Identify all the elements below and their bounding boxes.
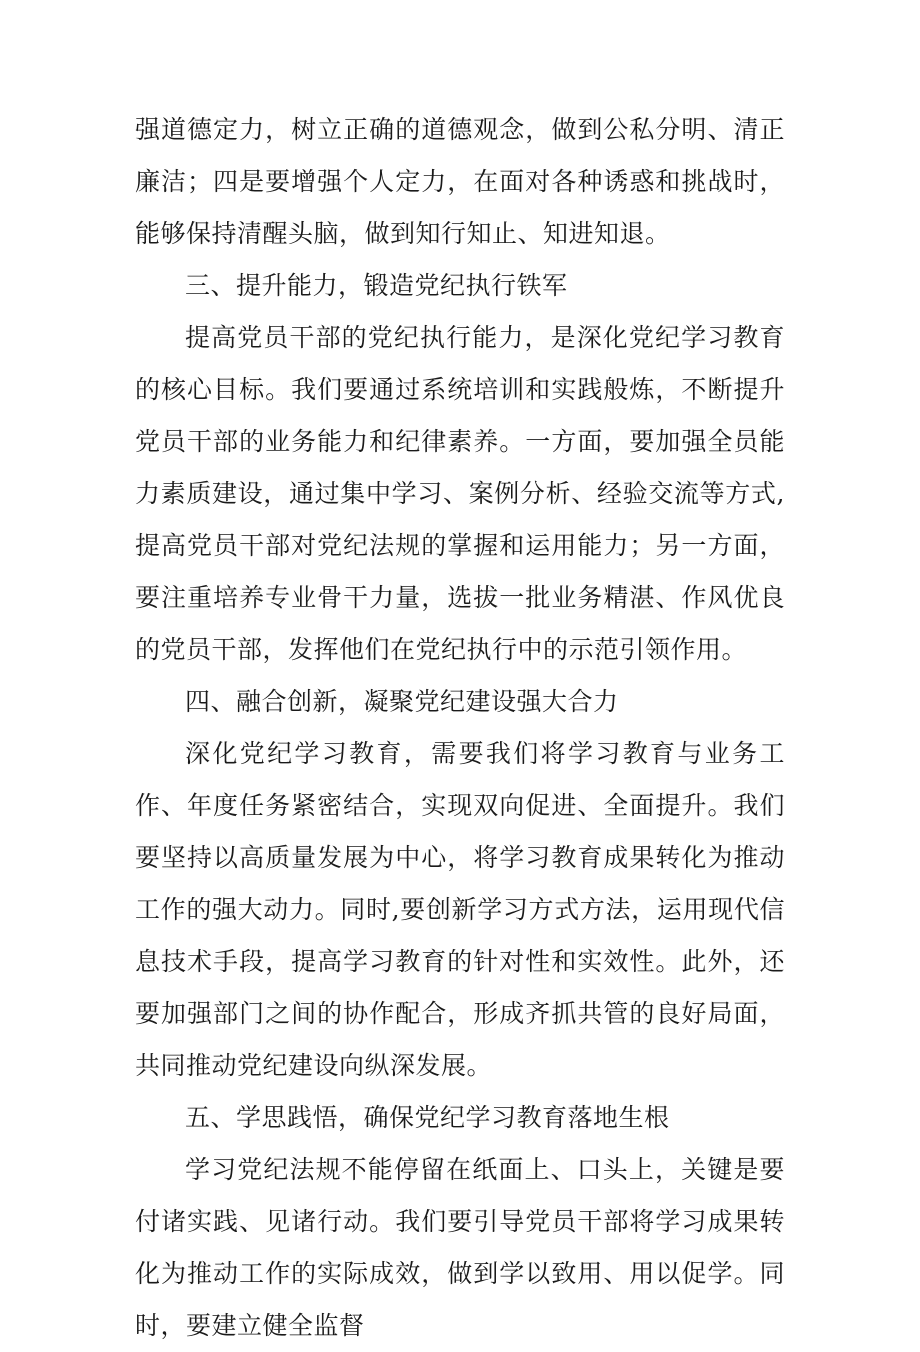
paragraph-continued: 强道德定力，树立正确的道德观念，做到公私分明、清正廉洁；四是要增强个人定力，在面对各种诱惑和挑战时，能够保持清醒头脑，做到知行知止、知进知退。 [135,115,785,248]
section-heading-4: 四、融合创新，凝聚党纪建设强大合力 [185,687,619,716]
section-heading-3: 三、提升能力，锻造党纪执行铁军 [185,271,568,300]
section-heading-5: 五、学思践悟，确保党纪学习教育落地生根 [185,1103,670,1132]
paragraph-section-3: 提高党员干部的党纪执行能力，是深化党纪学习教育的核心目标。我们要通过系统培训和实践般炼，不断提升党员干部的业务能力和纪律素养。一方面，要加强全员能力素质建设，通过集中学习、案例分析、经验交流等方式,提高党员干部对党纪法规的掌握和运用能力；另一方面，要注重培养专业骨干力量，选拔一批业务精湛、作风优良的党员干部，发挥他们在党纪执行中的示范引领作用。 [135,323,785,664]
paragraph-section-4: 深化党纪学习教育，需要我们将学习教育与业务工作、年度任务紧密结合，实现双向促进、全面提升。我们要坚持以高质量发展为中心，将学习教育成果转化为推动工作的强大动力。同时,要创新学习方式方法，运用现代信息技术手段，提高学习教育的针对性和实效性。此外，还要加强部门之间的协作配合，形成齐抓共管的良好局面，共同推动党纪建设向纵深发展。 [135,739,785,1080]
paragraph-section-5: 学习党纪法规不能停留在纸面上、口头上，关键是要付诸实践、见诸行动。我们要引导党员干部将学习成果转化为推动工作的实际成效，做到学以致用、用以促学。同时，要建立健全监督 [135,1155,785,1340]
document-body [135,104,785,1352]
